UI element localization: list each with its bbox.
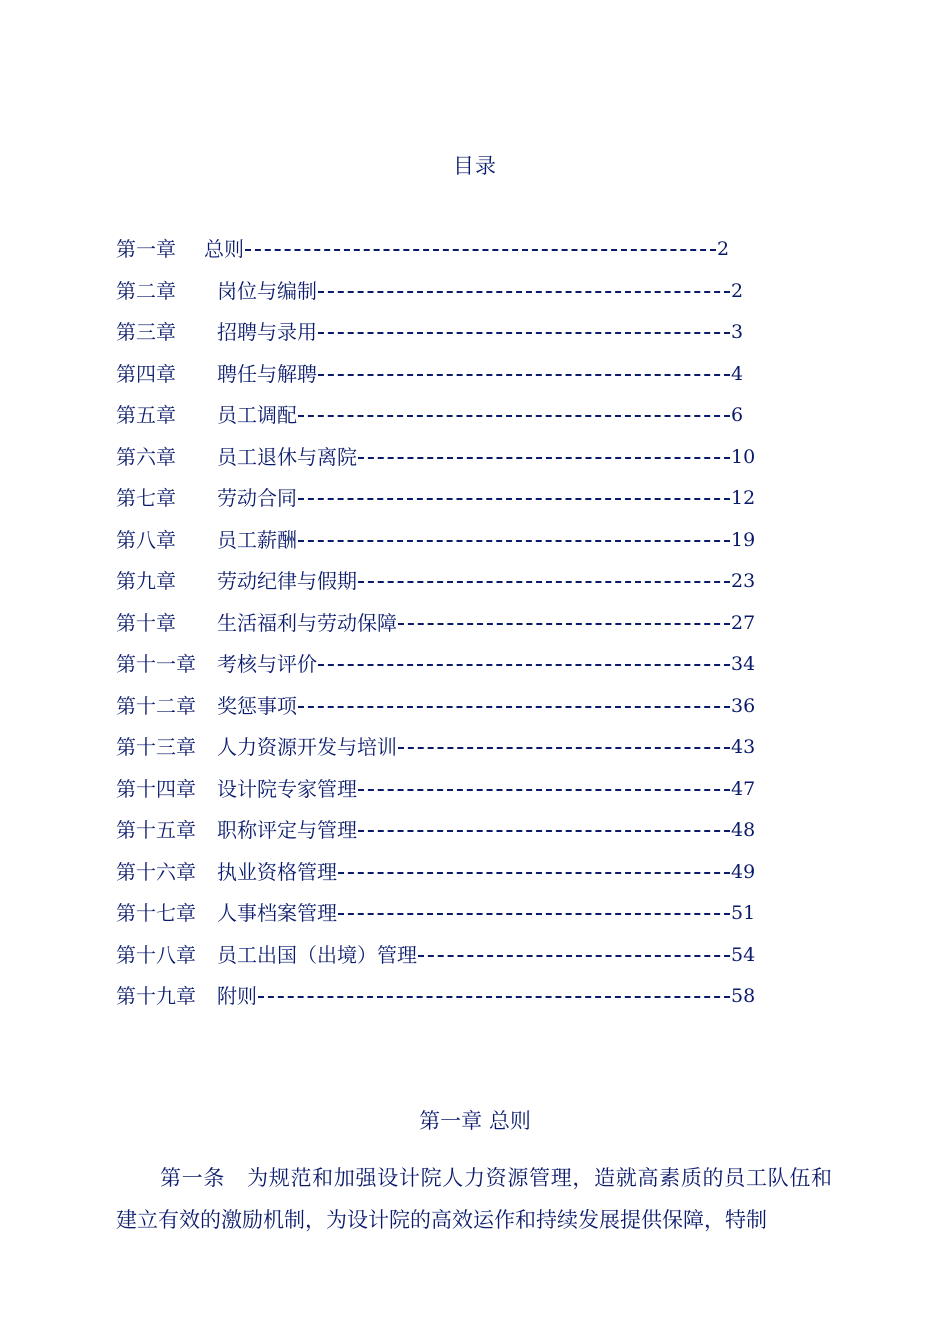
toc-page-number: 4: [731, 362, 744, 385]
toc-entry[interactable]: [116, 939, 776, 981]
toc-leader-dots: [358, 789, 730, 791]
article-label: 第一条: [160, 1166, 226, 1190]
toc-chapter-name: 人力资源开发与培训: [217, 735, 397, 759]
toc-chapter-number: 第三章: [116, 320, 176, 344]
toc-chapter-name: 奖惩事项: [217, 693, 297, 718]
toc-chapter-number: 第一章: [116, 237, 176, 261]
toc-chapter-name: 劳动纪律与假期: [217, 569, 357, 593]
article-paragraph: [116, 1157, 832, 1241]
toc-leader-dots: [318, 291, 730, 293]
toc-list: [116, 233, 776, 1022]
toc-chapter-number: 第九章: [116, 569, 176, 593]
toc-entry[interactable]: [116, 690, 776, 732]
toc-page-number: 27: [731, 611, 756, 634]
toc-leader-dots: [358, 581, 730, 583]
toc-page-number: 51: [731, 902, 756, 924]
toc-chapter-name: 员工退休与离院: [217, 444, 357, 469]
toc-chapter-number: 第十二章: [116, 693, 196, 718]
toc-leader-dots: [398, 623, 730, 625]
toc-page-number: 47: [731, 777, 756, 800]
toc-leader-dots: [258, 996, 730, 998]
toc-chapter-name: 员工薪酬: [217, 527, 297, 552]
toc-chapter-number: 第五章: [116, 403, 176, 427]
toc-chapter-number: 第八章: [116, 527, 176, 552]
toc-page-number: 49: [731, 860, 756, 883]
toc-chapter-name: 聘任与解聘: [217, 361, 317, 386]
toc-entry[interactable]: [116, 607, 776, 649]
toc-leader-dots: [298, 706, 730, 708]
toc-chapter-name: 附则: [217, 984, 257, 1008]
toc-entry[interactable]: [116, 441, 776, 483]
toc-leader-dots: [298, 540, 730, 542]
toc-chapter-name: 招聘与录用: [217, 320, 317, 344]
toc-chapter-number: 第十九章: [116, 984, 196, 1008]
toc-chapter-number: 第七章: [116, 486, 176, 510]
toc-page-number: 10: [731, 445, 756, 468]
toc-entry[interactable]: [116, 814, 776, 856]
toc-leader-dots: [398, 747, 730, 749]
toc-page-number: 3: [731, 321, 744, 343]
toc-leader-dots: [298, 498, 730, 500]
toc-page-number: 58: [731, 985, 756, 1007]
toc-page-number: 2: [717, 238, 730, 260]
toc-page-number: 43: [731, 736, 756, 758]
toc-entry[interactable]: [116, 482, 776, 524]
toc-entry[interactable]: [116, 897, 776, 939]
toc-page-number: 2: [731, 279, 744, 302]
toc-page-number: 23: [731, 570, 756, 592]
toc-entry[interactable]: [116, 524, 776, 566]
toc-leader-dots: [338, 913, 730, 915]
toc-chapter-name: 员工调配: [217, 403, 297, 427]
toc-chapter-number: 第十五章: [116, 818, 196, 842]
toc-chapter-number: 第十七章: [116, 901, 196, 925]
toc-chapter-name: 岗位与编制: [217, 278, 317, 303]
toc-entry[interactable]: [116, 773, 776, 815]
toc-leader-dots: [298, 415, 730, 417]
toc-page-number: 19: [731, 528, 756, 551]
toc-entry[interactable]: [116, 648, 776, 690]
chapter-heading: 第一章 总则: [419, 1109, 531, 1133]
toc-page-number: 36: [731, 694, 756, 717]
toc-chapter-number: 第十三章: [116, 735, 196, 759]
toc-entry[interactable]: [116, 316, 776, 358]
toc-entry[interactable]: [116, 731, 776, 773]
toc-leader-dots: [358, 830, 730, 832]
toc-page-number: 34: [731, 653, 756, 675]
toc-chapter-name: 生活福利与劳动保障: [217, 610, 397, 635]
toc-leader-dots: [318, 332, 730, 334]
toc-entry[interactable]: [116, 565, 776, 607]
toc-entry[interactable]: [116, 856, 776, 898]
toc-chapter-name: 执业资格管理: [217, 859, 337, 884]
toc-chapter-name: 职称评定与管理: [217, 818, 357, 842]
toc-entry[interactable]: [116, 275, 776, 317]
toc-chapter-name: 员工出国（出境）管理: [217, 942, 417, 967]
toc-chapter-number: 第十一章: [116, 652, 196, 676]
toc-leader-dots: [338, 872, 730, 874]
toc-chapter-name: 设计院专家管理: [217, 776, 357, 801]
toc-chapter-name: 考核与评价: [217, 652, 317, 676]
toc-title: 目录: [453, 154, 497, 178]
toc-chapter-number: 第十章: [116, 610, 176, 635]
toc-leader-dots: [358, 457, 730, 459]
toc-leader-dots: [318, 374, 730, 376]
toc-entry[interactable]: [116, 399, 776, 441]
toc-chapter-number: 第二章: [116, 278, 176, 303]
toc-leader-dots: [418, 955, 730, 957]
toc-page-number: 12: [731, 487, 756, 509]
toc-chapter-name: 劳动合同: [217, 486, 297, 510]
toc-chapter-number: 第十八章: [116, 942, 196, 967]
toc-leader-dots: [245, 249, 716, 251]
toc-chapter-number: 第十四章: [116, 776, 196, 801]
toc-entry[interactable]: [116, 358, 776, 400]
toc-page-number: 48: [731, 819, 756, 841]
toc-chapter-number: 第四章: [116, 361, 176, 386]
toc-leader-dots: [318, 664, 730, 666]
toc-chapter-number: 第六章: [116, 444, 176, 469]
article-text: 为规范和加强设计院人力资源管理，造就高素质的员工队伍和建立有效的激励机制，为设计院的高效运作和持续发展提供保障，特制: [116, 1166, 833, 1232]
toc-entry[interactable]: [116, 980, 776, 1022]
toc-page-number: 6: [731, 404, 744, 426]
toc-page-number: 54: [731, 943, 756, 966]
toc-chapter-name: 总则: [204, 237, 244, 261]
toc-chapter-name: 人事档案管理: [217, 901, 337, 925]
toc-entry[interactable]: [116, 233, 776, 275]
toc-chapter-number: 第十六章: [116, 859, 196, 884]
